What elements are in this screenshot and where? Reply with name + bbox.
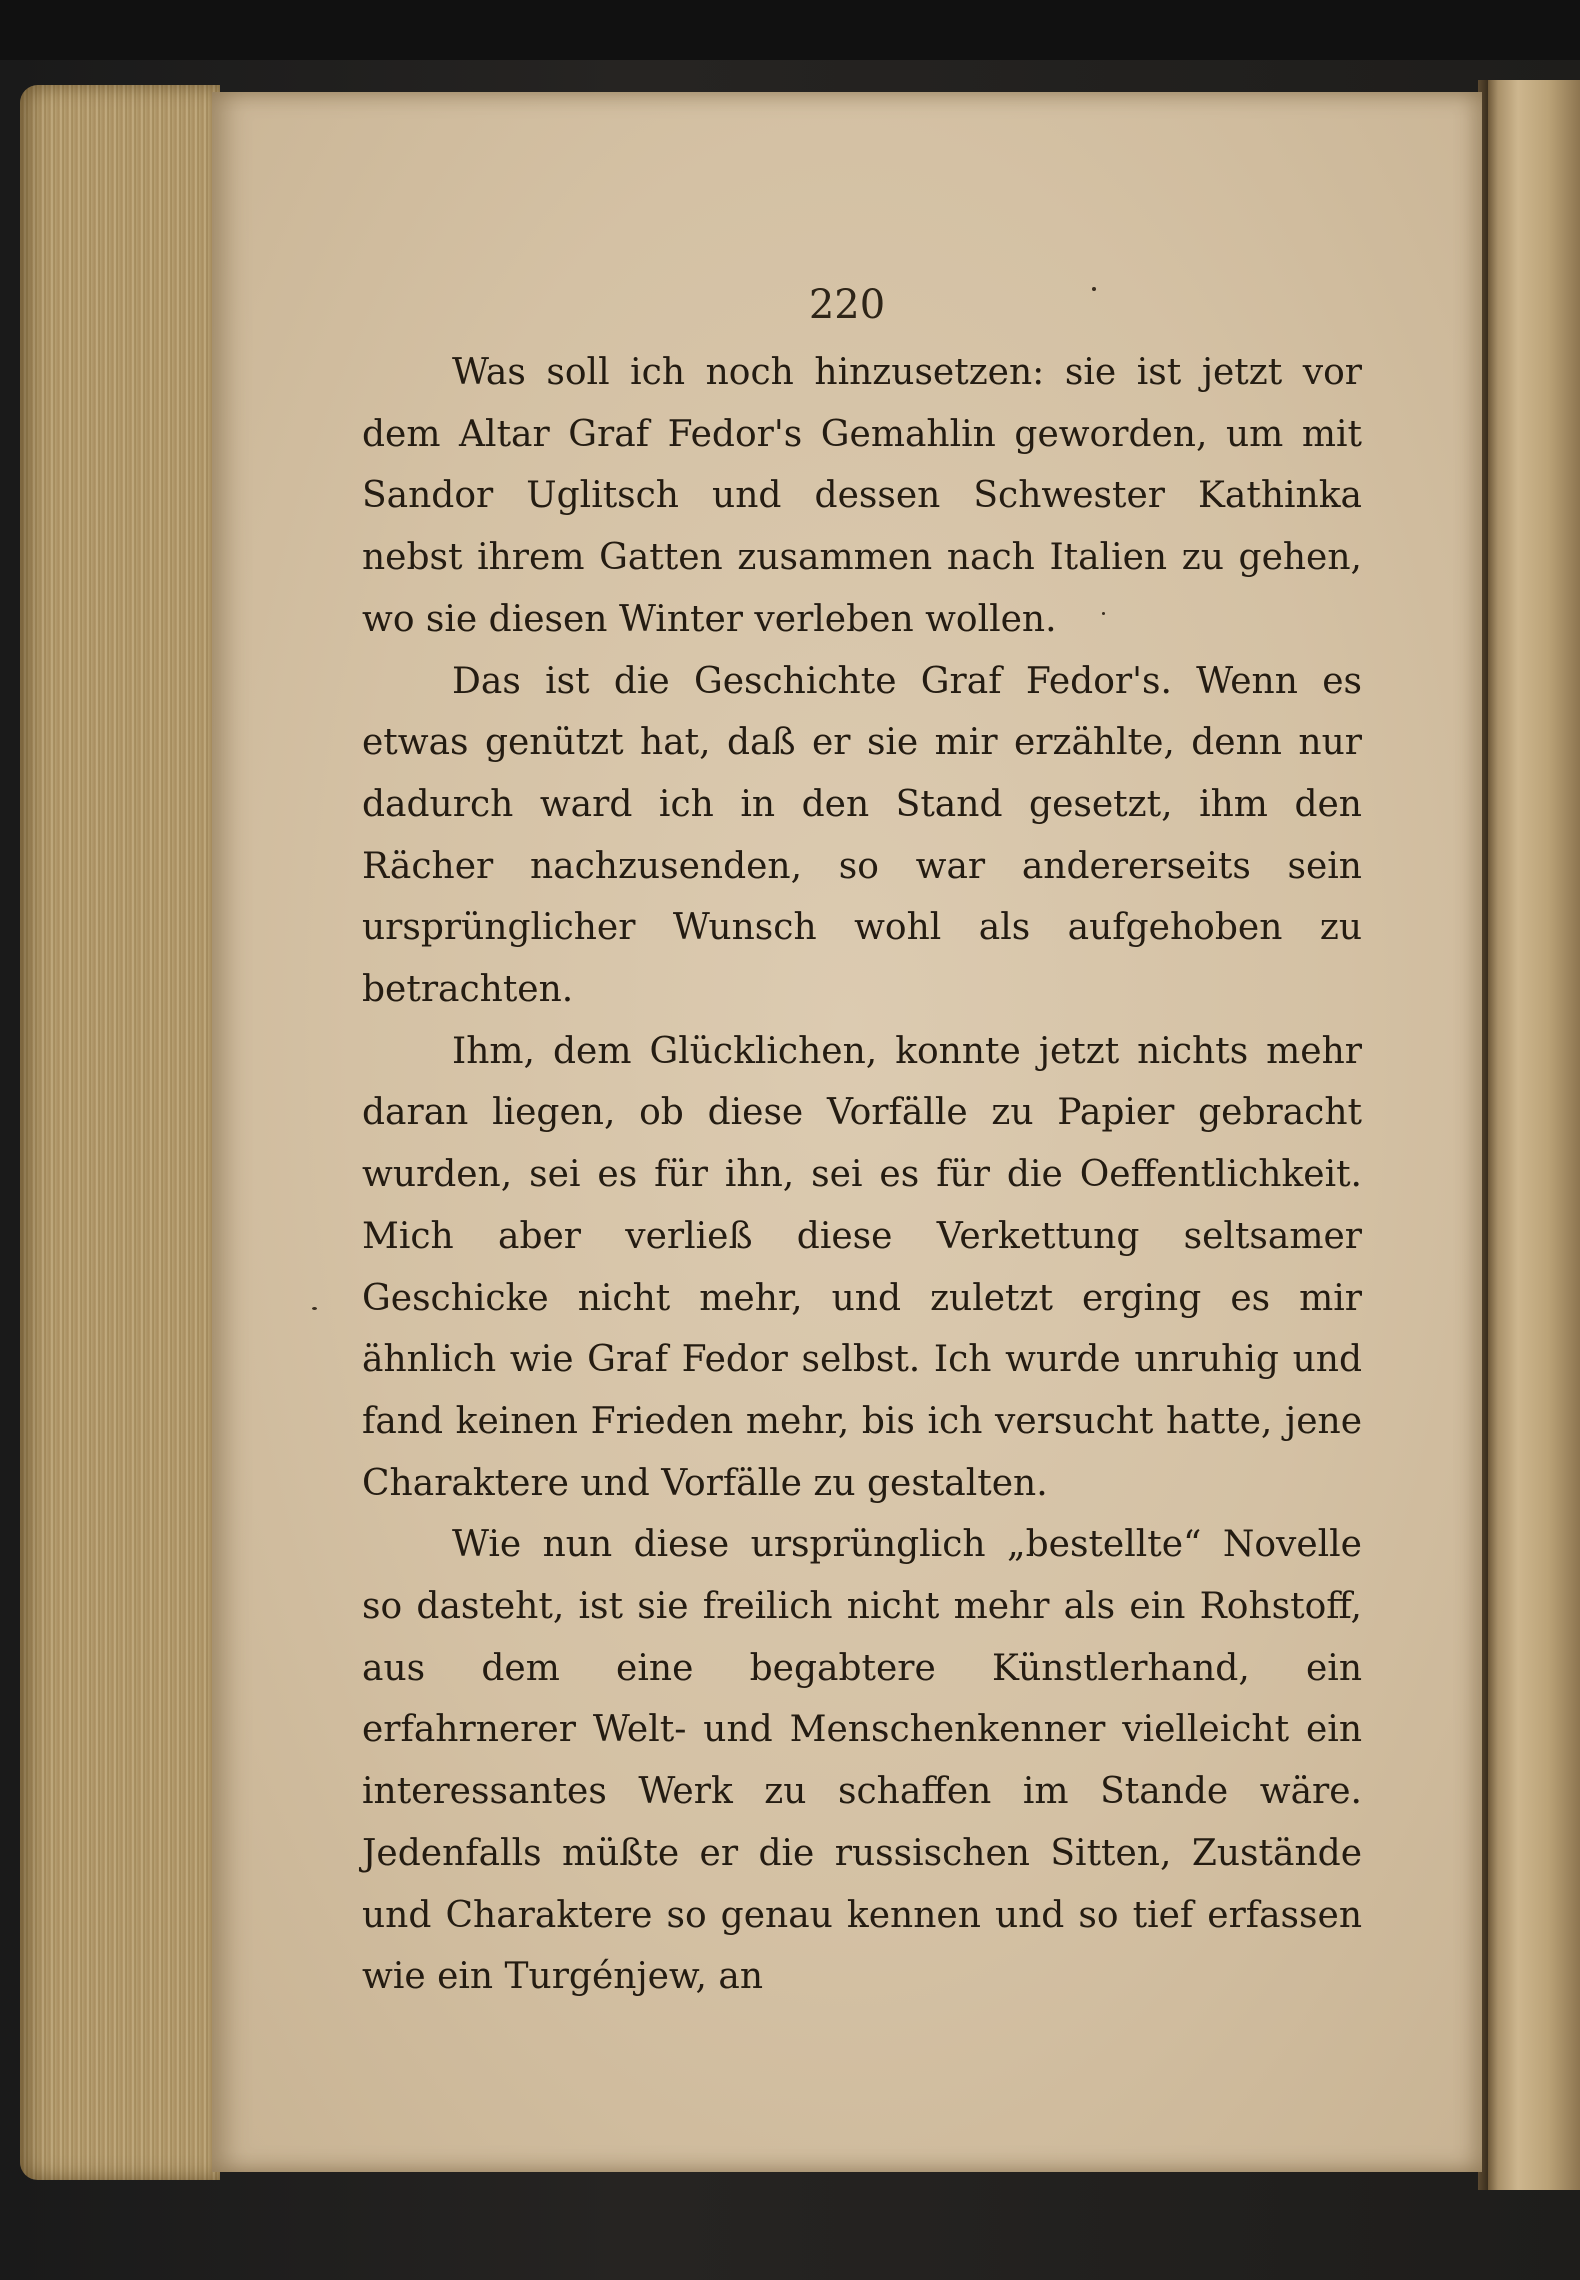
- paper-speck: [312, 1307, 317, 1310]
- next-page-strip: [1488, 80, 1580, 2190]
- paragraph-4: Wie nun diese ursprünglich „bestellte“ Novelle so dasteht, ist sie freilich nicht mehr als ein Rohstoff, aus dem eine begabtere Künstlerhand, ein erfahrnerer Welt- und Menschenkenner vielleicht ein interessantes Werk zu schaffen im Stande wäre. Jedenfalls müßte er die russischen Sitten, Zustände und Charaktere so genau kennen und so tief erfassen wie ein Turgénjew, an: [362, 1524, 1362, 1998]
- paper-speck: [1092, 287, 1096, 291]
- paper-speck: [1102, 612, 1105, 615]
- paragraph-2: Das ist die Geschichte Graf Fedor's. Wenn es etwas genützt hat, daß er sie mir erzählte, denn nur dadurch ward ich in den Stand gesetzt, ihm den Rächer nachzusenden, so war andererseits sein ursprünglicher Wunsch wohl als aufgehoben zu betrachten.: [362, 660, 1362, 1011]
- paragraph-3: Ihm, dem Glücklichen, konnte jetzt nichts mehr daran liegen, ob diese Vorfälle zu Papier gebracht wurden, sei es für ihn, sei es für die Oeffentlichkeit. Mich aber verließ diese Verkettung seltsamer Geschicke nicht mehr, und zuletzt erging es mir ähnlich wie Graf Fedor selbst. Ich wurde unruhig und fand keinen Frieden mehr, bis ich versucht hatte, jene Charaktere und Vorfälle zu gestalten.: [362, 1030, 1362, 1504]
- book-page: [212, 92, 1482, 2172]
- page-number: 220: [808, 282, 886, 328]
- page-text: [362, 342, 1362, 2008]
- page-edges-left: [20, 85, 220, 2180]
- paragraph-1: Was soll ich noch hinzusetzen: sie ist jetzt vor dem Altar Graf Fedor's Gemahlin geworden, um mit Sandor Uglitsch und dessen Schwester Kathinka nebst ihrem Gatten zusammen nach Italien zu gehen, wo sie diesen Winter verleben wollen.: [362, 352, 1362, 640]
